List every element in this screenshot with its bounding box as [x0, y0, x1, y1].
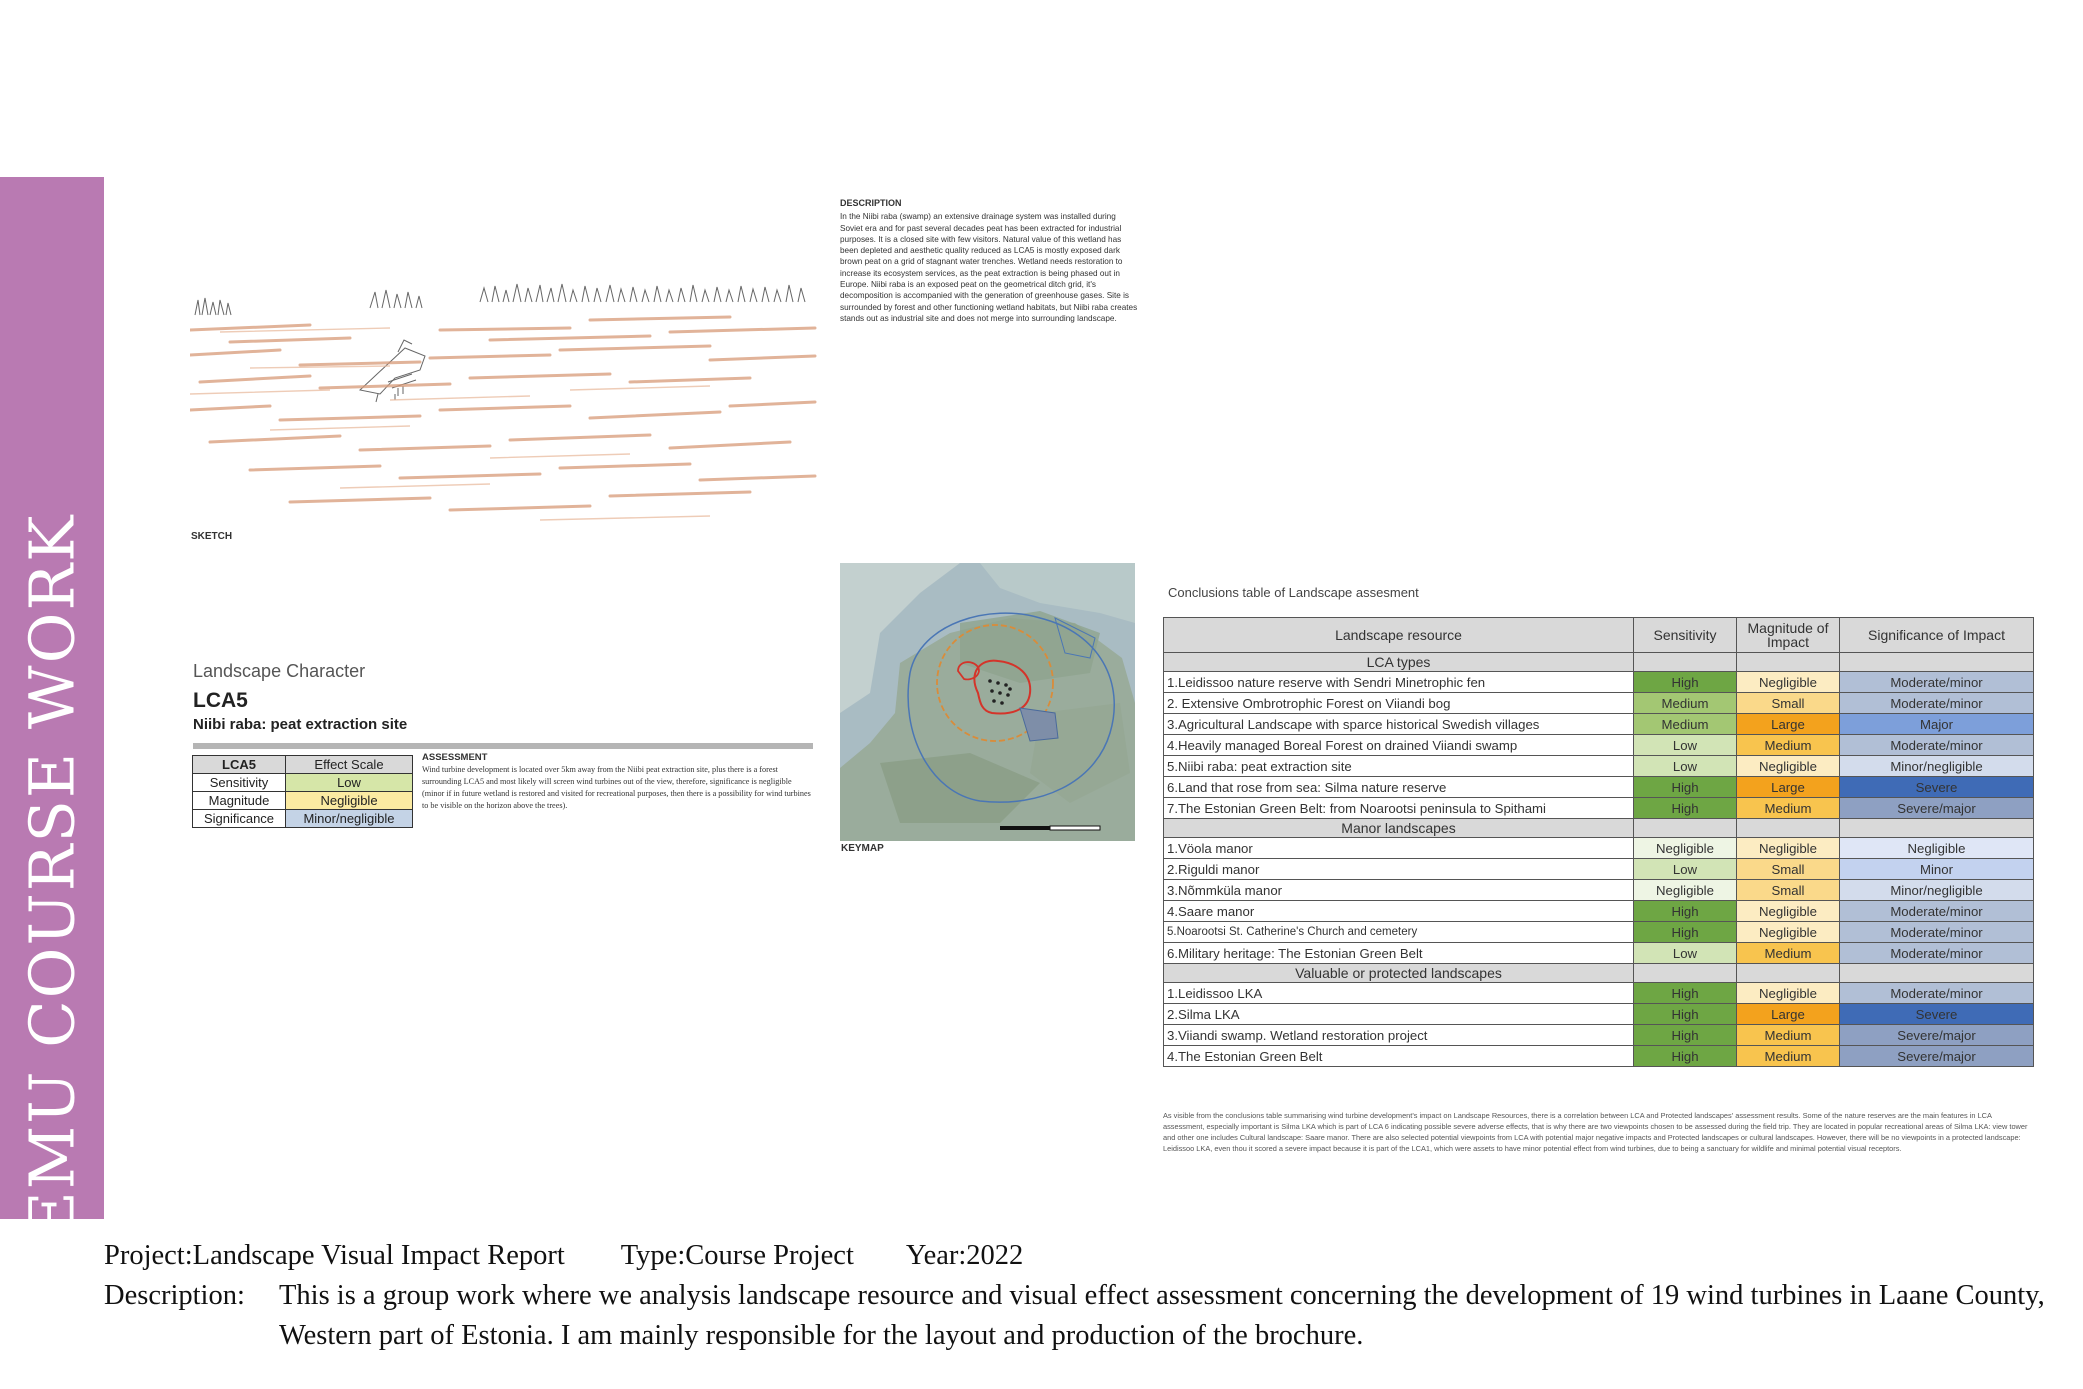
- sensitivity-cell: High: [1634, 901, 1737, 922]
- table-row: [1164, 756, 2034, 777]
- divider: [193, 743, 813, 749]
- description-block: [840, 198, 1140, 324]
- magnitude-cell: Negligible: [1737, 672, 1840, 693]
- magnitude-cell: Large: [1737, 1004, 1840, 1025]
- significance-cell: Moderate/minor: [1840, 983, 2034, 1004]
- significance-cell: Moderate/minor: [1840, 735, 2034, 756]
- table-row: [1164, 672, 2034, 693]
- sensitivity-cell: Negligible: [1634, 838, 1737, 859]
- effect-label: Sensitivity: [193, 774, 286, 792]
- magnitude-cell: Small: [1737, 859, 1840, 880]
- resource-cell: 6.Land that rose from sea: Silma nature reserve: [1164, 777, 1634, 798]
- significance-cell: Minor: [1840, 859, 2034, 880]
- significance-cell: Severe/major: [1840, 798, 2034, 819]
- type-value: Course Project: [685, 1240, 854, 1271]
- section-row: [1164, 819, 2034, 838]
- resource-cell: 1.Vöola manor: [1164, 838, 1634, 859]
- table-row: [1164, 777, 2034, 798]
- header-sensitivity: Sensitivity: [1634, 618, 1737, 653]
- effect-value: Minor/negligible: [286, 810, 413, 828]
- significance-cell: Moderate/minor: [1840, 943, 2034, 964]
- effect-row: [193, 810, 413, 828]
- section-blank-cell: [1634, 819, 1737, 838]
- table-row: [1164, 1046, 2034, 1067]
- resource-cell: 5.Niibi raba: peat extraction site: [1164, 756, 1634, 777]
- year-value: 2022: [966, 1240, 1024, 1271]
- resource-cell: 3.Nõmmküla manor: [1164, 880, 1634, 901]
- significance-cell: Negligible: [1840, 838, 2034, 859]
- type-label: Type:: [620, 1240, 686, 1271]
- table-row: [1164, 922, 2034, 943]
- section-blank-cell: [1840, 653, 2034, 672]
- project-value: Landscape Visual Impact Report: [192, 1240, 565, 1271]
- significance-cell: Severe/major: [1840, 1046, 2034, 1067]
- conclusions-title: Conclusions table of Landscape assesment: [1168, 585, 1419, 600]
- table-row: [1164, 943, 2034, 964]
- effect-header-scale: Effect Scale: [286, 756, 413, 774]
- keymap-caption: KEYMAP: [841, 843, 884, 854]
- resource-cell: 2.Silma LKA: [1164, 1004, 1634, 1025]
- table-row: [1164, 693, 2034, 714]
- sensitivity-cell: Low: [1634, 943, 1737, 964]
- magnitude-cell: Medium: [1737, 735, 1840, 756]
- table-row: [1164, 838, 2034, 859]
- assessment-heading: ASSESSMENT: [422, 752, 488, 763]
- significance-cell: Minor/negligible: [1840, 756, 2034, 777]
- significance-cell: Severe/major: [1840, 1025, 2034, 1046]
- section-blank-cell: [1634, 964, 1737, 983]
- resource-cell: 3.Agricultural Landscape with sparce historical Swedish villages: [1164, 714, 1634, 735]
- magnitude-cell: Negligible: [1737, 838, 1840, 859]
- sidebar-title: EMU COURSE WORK: [15, 513, 89, 1237]
- table-row: [1164, 1025, 2034, 1046]
- section-blank-cell: [1737, 964, 1840, 983]
- sensitivity-cell: Low: [1634, 756, 1737, 777]
- sidebar-banner: [0, 177, 104, 1237]
- section-blank-cell: [1634, 653, 1737, 672]
- significance-cell: Major: [1840, 714, 2034, 735]
- description-text: In the Niibi raba (swamp) an extensive drainage system was installed during Soviet era and for past several decades peat has been extracted for industrial purposes. It is a closed site with few visitors. Natural value of this wetland has been depleted and aesthetic quality reduced as LCA5 is mostly exposed dark brown peat on a grid of stagnant water trenches. Wetland needs restoration to increase its ecosystem services, as the peat extraction is being phased out in Europe. Niibi raba is an exposed peat on the geometrical ditch grid, it's decomposition is accompanied with the generation of greenhouse gases. Site is surrounded by forest and other functioning wetland habitats, but Niibi raba creates stands out as industrial site and does not merge into surrounding landscape.: [840, 212, 1138, 323]
- conclusions-header-row: [1164, 618, 2034, 653]
- description-heading: DESCRIPTION: [840, 198, 902, 208]
- section-label: LCA types: [1164, 653, 1634, 672]
- header-significance: Significance of Impact: [1840, 618, 2034, 653]
- section-row: [1164, 964, 2034, 983]
- description-row: [104, 1276, 2083, 1356]
- magnitude-cell: Large: [1737, 714, 1840, 735]
- table-row: [1164, 859, 2034, 880]
- sensitivity-cell: High: [1634, 1025, 1737, 1046]
- section-blank-cell: [1840, 819, 2034, 838]
- magnitude-cell: Medium: [1737, 943, 1840, 964]
- significance-cell: Moderate/minor: [1840, 693, 2034, 714]
- section-blank-cell: [1737, 819, 1840, 838]
- resource-cell: 5.Noarootsi St. Catherine's Church and cemetery: [1164, 922, 1634, 943]
- magnitude-cell: Medium: [1737, 1025, 1840, 1046]
- table-row: [1164, 798, 2034, 819]
- effect-label: Significance: [193, 810, 286, 828]
- sensitivity-cell: High: [1634, 672, 1737, 693]
- sensitivity-cell: High: [1634, 798, 1737, 819]
- table-row: [1164, 1004, 2034, 1025]
- significance-cell: Severe: [1840, 1004, 2034, 1025]
- resource-cell: 6.Military heritage: The Estonian Green Belt: [1164, 943, 1634, 964]
- sensitivity-cell: High: [1634, 1004, 1737, 1025]
- resource-cell: 1.Leidissoo nature reserve with Sendri Minetrophic fen: [1164, 672, 1634, 693]
- magnitude-cell: Negligible: [1737, 922, 1840, 943]
- landscape-sketch: [190, 270, 820, 530]
- resource-cell: 4.The Estonian Green Belt: [1164, 1046, 1634, 1067]
- magnitude-cell: Small: [1737, 693, 1840, 714]
- magnitude-cell: Negligible: [1737, 756, 1840, 777]
- sensitivity-cell: Negligible: [1634, 880, 1737, 901]
- significance-cell: Moderate/minor: [1840, 672, 2034, 693]
- magnitude-cell: Small: [1737, 880, 1840, 901]
- effect-row: [193, 774, 413, 792]
- sensitivity-cell: Medium: [1634, 693, 1737, 714]
- resource-cell: 3.Viiandi swamp. Wetland restoration project: [1164, 1025, 1634, 1046]
- significance-cell: Minor/negligible: [1840, 880, 2034, 901]
- magnitude-cell: Medium: [1737, 798, 1840, 819]
- section-row: [1164, 653, 2034, 672]
- sensitivity-cell: Low: [1634, 735, 1737, 756]
- project-meta-row: [104, 1236, 2083, 1276]
- sensitivity-cell: High: [1634, 777, 1737, 798]
- table-row: [1164, 901, 2034, 922]
- resource-cell: 2. Extensive Ombrotrophic Forest on Viiandi bog: [1164, 693, 1634, 714]
- header-landscape-resource: Landscape resource: [1164, 618, 1634, 653]
- effect-header-lca: LCA5: [193, 756, 286, 774]
- keymap-image: [840, 563, 1135, 841]
- project-footer: [104, 1236, 2083, 1356]
- sensitivity-cell: High: [1634, 922, 1737, 943]
- resource-cell: 7.The Estonian Green Belt: from Noarootsi peninsula to Spithami: [1164, 798, 1634, 819]
- lca-subtitle: Niibi raba: peat extraction site: [193, 716, 408, 733]
- section-label: Valuable or protected landscapes: [1164, 964, 1634, 983]
- magnitude-cell: Large: [1737, 777, 1840, 798]
- effect-table-header: [193, 756, 413, 774]
- sketch-caption: SKETCH: [191, 531, 233, 542]
- sensitivity-cell: Medium: [1634, 714, 1737, 735]
- effect-value: Low: [286, 774, 413, 792]
- header-magnitude: Magnitude of Impact: [1737, 618, 1840, 653]
- significance-cell: Severe: [1840, 777, 2034, 798]
- section-blank-cell: [1737, 653, 1840, 672]
- magnitude-cell: Negligible: [1737, 901, 1840, 922]
- description-label: Description:: [104, 1280, 245, 1311]
- resource-cell: 1.Leidissoo LKA: [1164, 983, 1634, 1004]
- effect-scale-table: [192, 755, 413, 828]
- resource-cell: 4.Saare manor: [1164, 901, 1634, 922]
- magnitude-cell: Negligible: [1737, 983, 1840, 1004]
- section-label: Manor landscapes: [1164, 819, 1634, 838]
- table-row: [1164, 714, 2034, 735]
- magnitude-cell: Medium: [1737, 1046, 1840, 1067]
- effect-value: Negligible: [286, 792, 413, 810]
- assessment-block: [422, 752, 814, 812]
- table-row: [1164, 880, 2034, 901]
- lca-code: LCA5: [193, 689, 248, 712]
- sensitivity-cell: High: [1634, 983, 1737, 1004]
- landscape-character-title: Landscape Character: [193, 661, 366, 681]
- sensitivity-cell: Low: [1634, 859, 1737, 880]
- significance-cell: Moderate/minor: [1840, 901, 2034, 922]
- section-blank-cell: [1840, 964, 2034, 983]
- effect-row: [193, 792, 413, 810]
- year-label: Year:: [905, 1240, 967, 1271]
- table-row: [1164, 735, 2034, 756]
- resource-cell: 4.Heavily managed Boreal Forest on drained Viiandi swamp: [1164, 735, 1634, 756]
- conclusions-note: As visible from the conclusions table summarising wind turbine development's impact on Landscape Resources, there is a correlation between LCA and Protected landscapes' assessment results. Some of the nature reserves are the main features in LCA assessment, especially important is Silma LKA which is part of LCA 6 indicating possible severe adverse effects, that is why there are two viewpoints chosen to be assessed during the field trip. They are located in popular recreational areas of Silma LKA: view tower and other one includes Cultural landscape: Saare manor. There are also selected potential viewpoints from LCA with potential major negative impacts and Protected landscapes or cultural landscapes. However, there will be no viewpoints in a protected landscape: Leidissoo LKA, even thou it scored a severe impact because it is part of the LCA1, which were assets to have minor potential effect from wind turbines, due to being a sanctuary for wildlife and minimal potential visual receptors.: [1163, 1111, 2028, 1153]
- conclusions-table: [1163, 617, 2034, 1067]
- table-row: [1164, 983, 2034, 1004]
- project-label: Project:: [104, 1240, 193, 1271]
- sensitivity-cell: High: [1634, 1046, 1737, 1067]
- effect-label: Magnitude: [193, 792, 286, 810]
- resource-cell: 2.Riguldi manor: [1164, 859, 1634, 880]
- description-value: This is a group work where we analysis landscape resource and visual effect assessment concerning the development of 19 wind turbines in Laane County, Western part of Estonia. I am mainly responsible for the layout and production of the brochure.: [279, 1280, 2045, 1351]
- assessment-text: Wind turbine development is located over 5km away from the Niibi peat extraction site, plus there is a forest surrounding LCA5 and most likely will screen wind turbines out of the view, therefore, significance is negligible (minor if in future wetland is restored and visited for recreational purposes, then there is a possibility for wind turbines to be visible on the horizon above the trees).: [422, 765, 811, 810]
- significance-cell: Moderate/minor: [1840, 922, 2034, 943]
